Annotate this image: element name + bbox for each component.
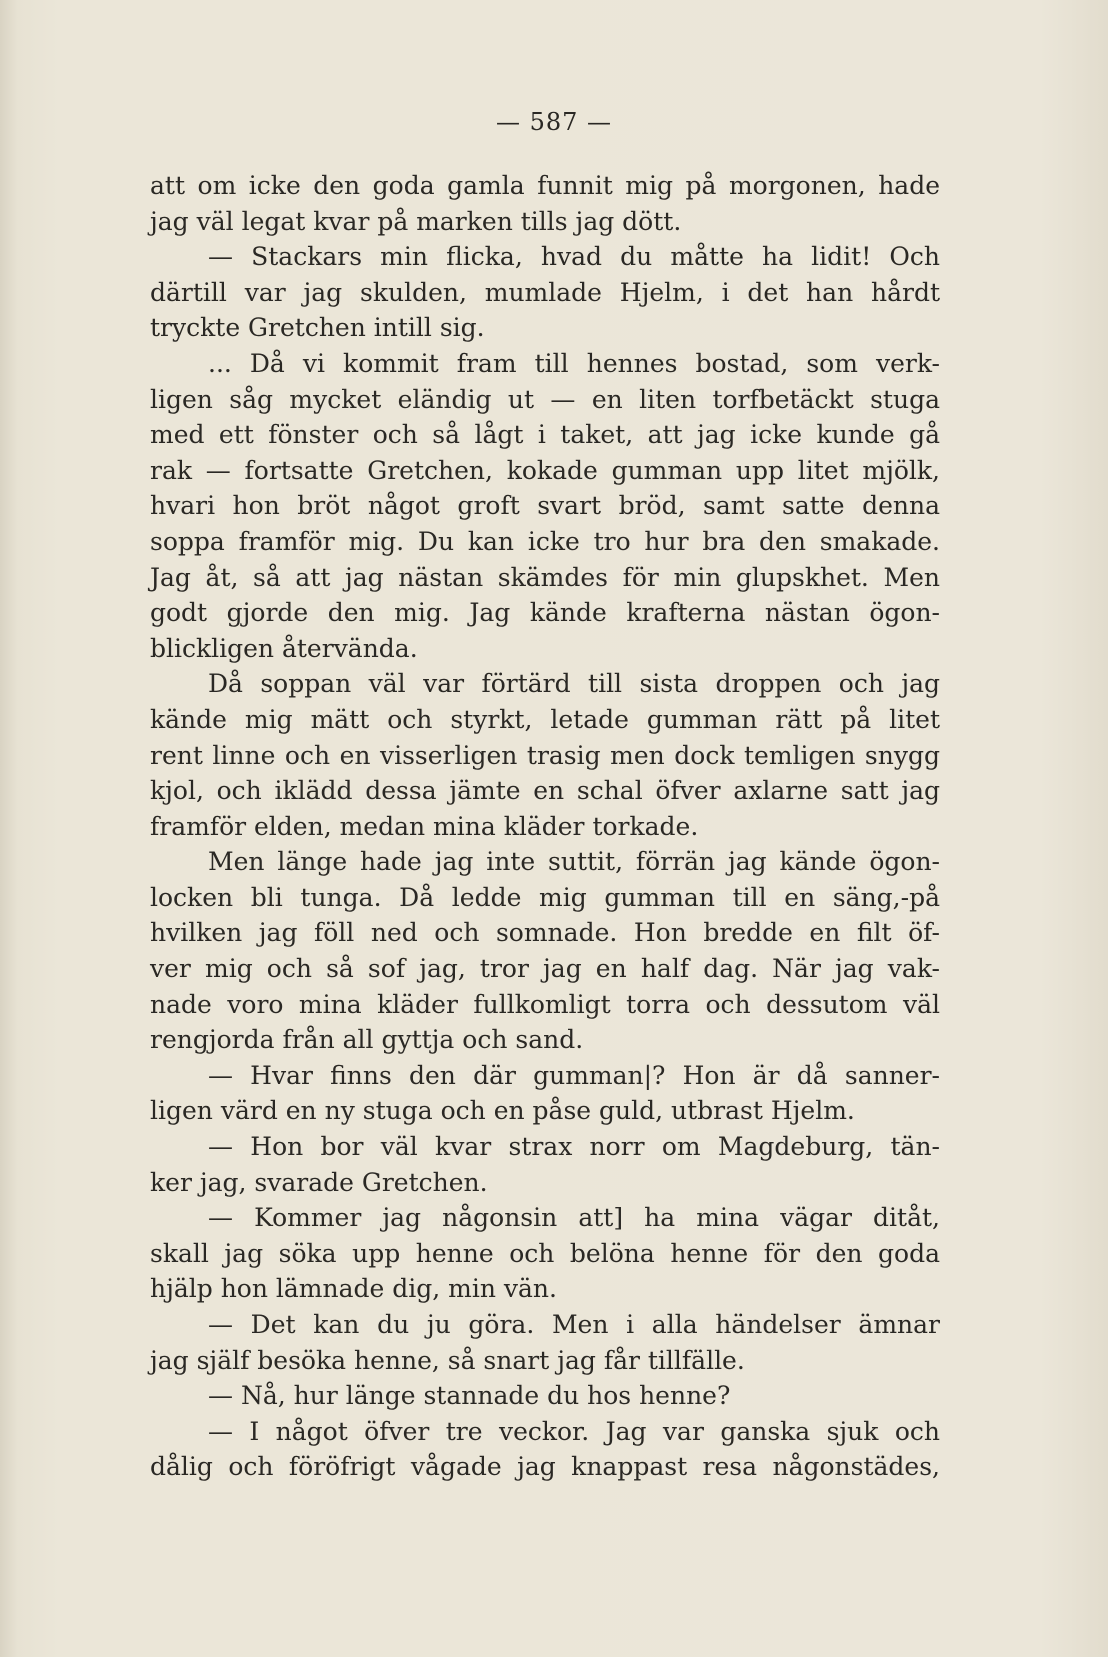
text-line: att om icke den goda gamla funnit mig på morgonen, hade [150,171,940,200]
text-line: hjälp hon lämnade dig, min vän. [150,1274,557,1304]
text-line: hvari hon bröt något groft svart bröd, samt satte denna [150,491,940,521]
body-text [150,168,940,1485]
text-line: — Hon bor väl kvar strax norr om Magdeburg, tän- [208,1132,940,1162]
text-line: ... Då vi kommit fram till hennes bostad, som verk- [208,348,940,378]
text-line: godt gjorde den mig. Jag kände krafterna nästan ögon- [150,598,940,628]
text-line: ker jag, svarade Gretchen. [150,1167,488,1197]
text-line: — Nå, hur länge stannade du hos henne? [208,1381,731,1411]
text-line: rent linne och en visserligen trasig men dock temligen snygg [150,740,940,770]
text-line: kjol, och iklädd dessa jämte en schal öfver axlarne satt jag [150,776,940,806]
text-line: Men länge hade jag inte suttit, förrän jag kände ögon- [208,847,940,877]
text-line: skall jag söka upp henne och belöna henne för den goda [150,1238,940,1268]
text-line: Då soppan väl var förtärd till sista droppen och jag [208,669,940,699]
text-line: ver mig och så sof jag, tror jag en half dag. När jag vak- [150,954,940,984]
text-line: med ett fönster och så lågt i taket, att jag icke kunde gå [150,420,940,450]
text-line: — Hvar finns den där gumman|? Hon är då sanner- [208,1060,940,1090]
text-line: Jag åt, så att jag nästan skämdes för min glupskhet. Men [150,562,940,592]
text-line: jag väl legat kvar på marken tills jag dött. [150,206,682,236]
text-line: jag själf besöka henne, så snart jag får tillfälle. [150,1345,745,1375]
text-line: framför elden, medan mina kläder torkade. [150,811,699,841]
text-line: blickligen återvända. [150,633,418,663]
text-line: nade voro mina kläder fullkomligt torra och dessutom väl [150,989,940,1019]
text-line: soppa framför mig. Du kan icke tro hur bra den smakade. [150,526,940,556]
text-line: hvilken jag föll ned och somnade. Hon bredde en filt öf- [150,918,940,948]
text-line: — Stackars min flicka, hvad du måtte ha lidit! Och [208,242,940,272]
text-line: — I något öfver tre veckor. Jag var ganska sjuk och [208,1416,940,1446]
text-line: — Kommer jag någonsin att] ha mina vägar ditåt, [208,1203,940,1233]
text-line: dålig och föröfrigt vågade jag knappast resa någonstädes, [150,1452,940,1482]
text-line: ligen värd en ny stuga och en påse guld, utbrast Hjelm. [150,1096,855,1126]
text-line: ligen såg mycket eländig ut — en liten torfbetäckt stuga [150,384,940,414]
page-number: — 587 — [495,108,613,136]
text-line: kände mig mätt och styrkt, letade gumman rätt på litet [150,704,940,734]
text-line: — Det kan du ju göra. Men i alla händelser ämnar [208,1310,940,1339]
text-line: rengjorda från all gyttja och sand. [150,1025,584,1055]
text-line: locken bli tunga. Då ledde mig gumman till en säng,-på [150,882,940,912]
text-line: tryckte Gretchen intill sig. [150,313,485,343]
text-line: rak — fortsatte Gretchen, kokade gumman upp litet mjölk, [150,455,940,485]
text-line: därtill var jag skulden, mumlade Hjelm, i det han hårdt [150,277,940,307]
